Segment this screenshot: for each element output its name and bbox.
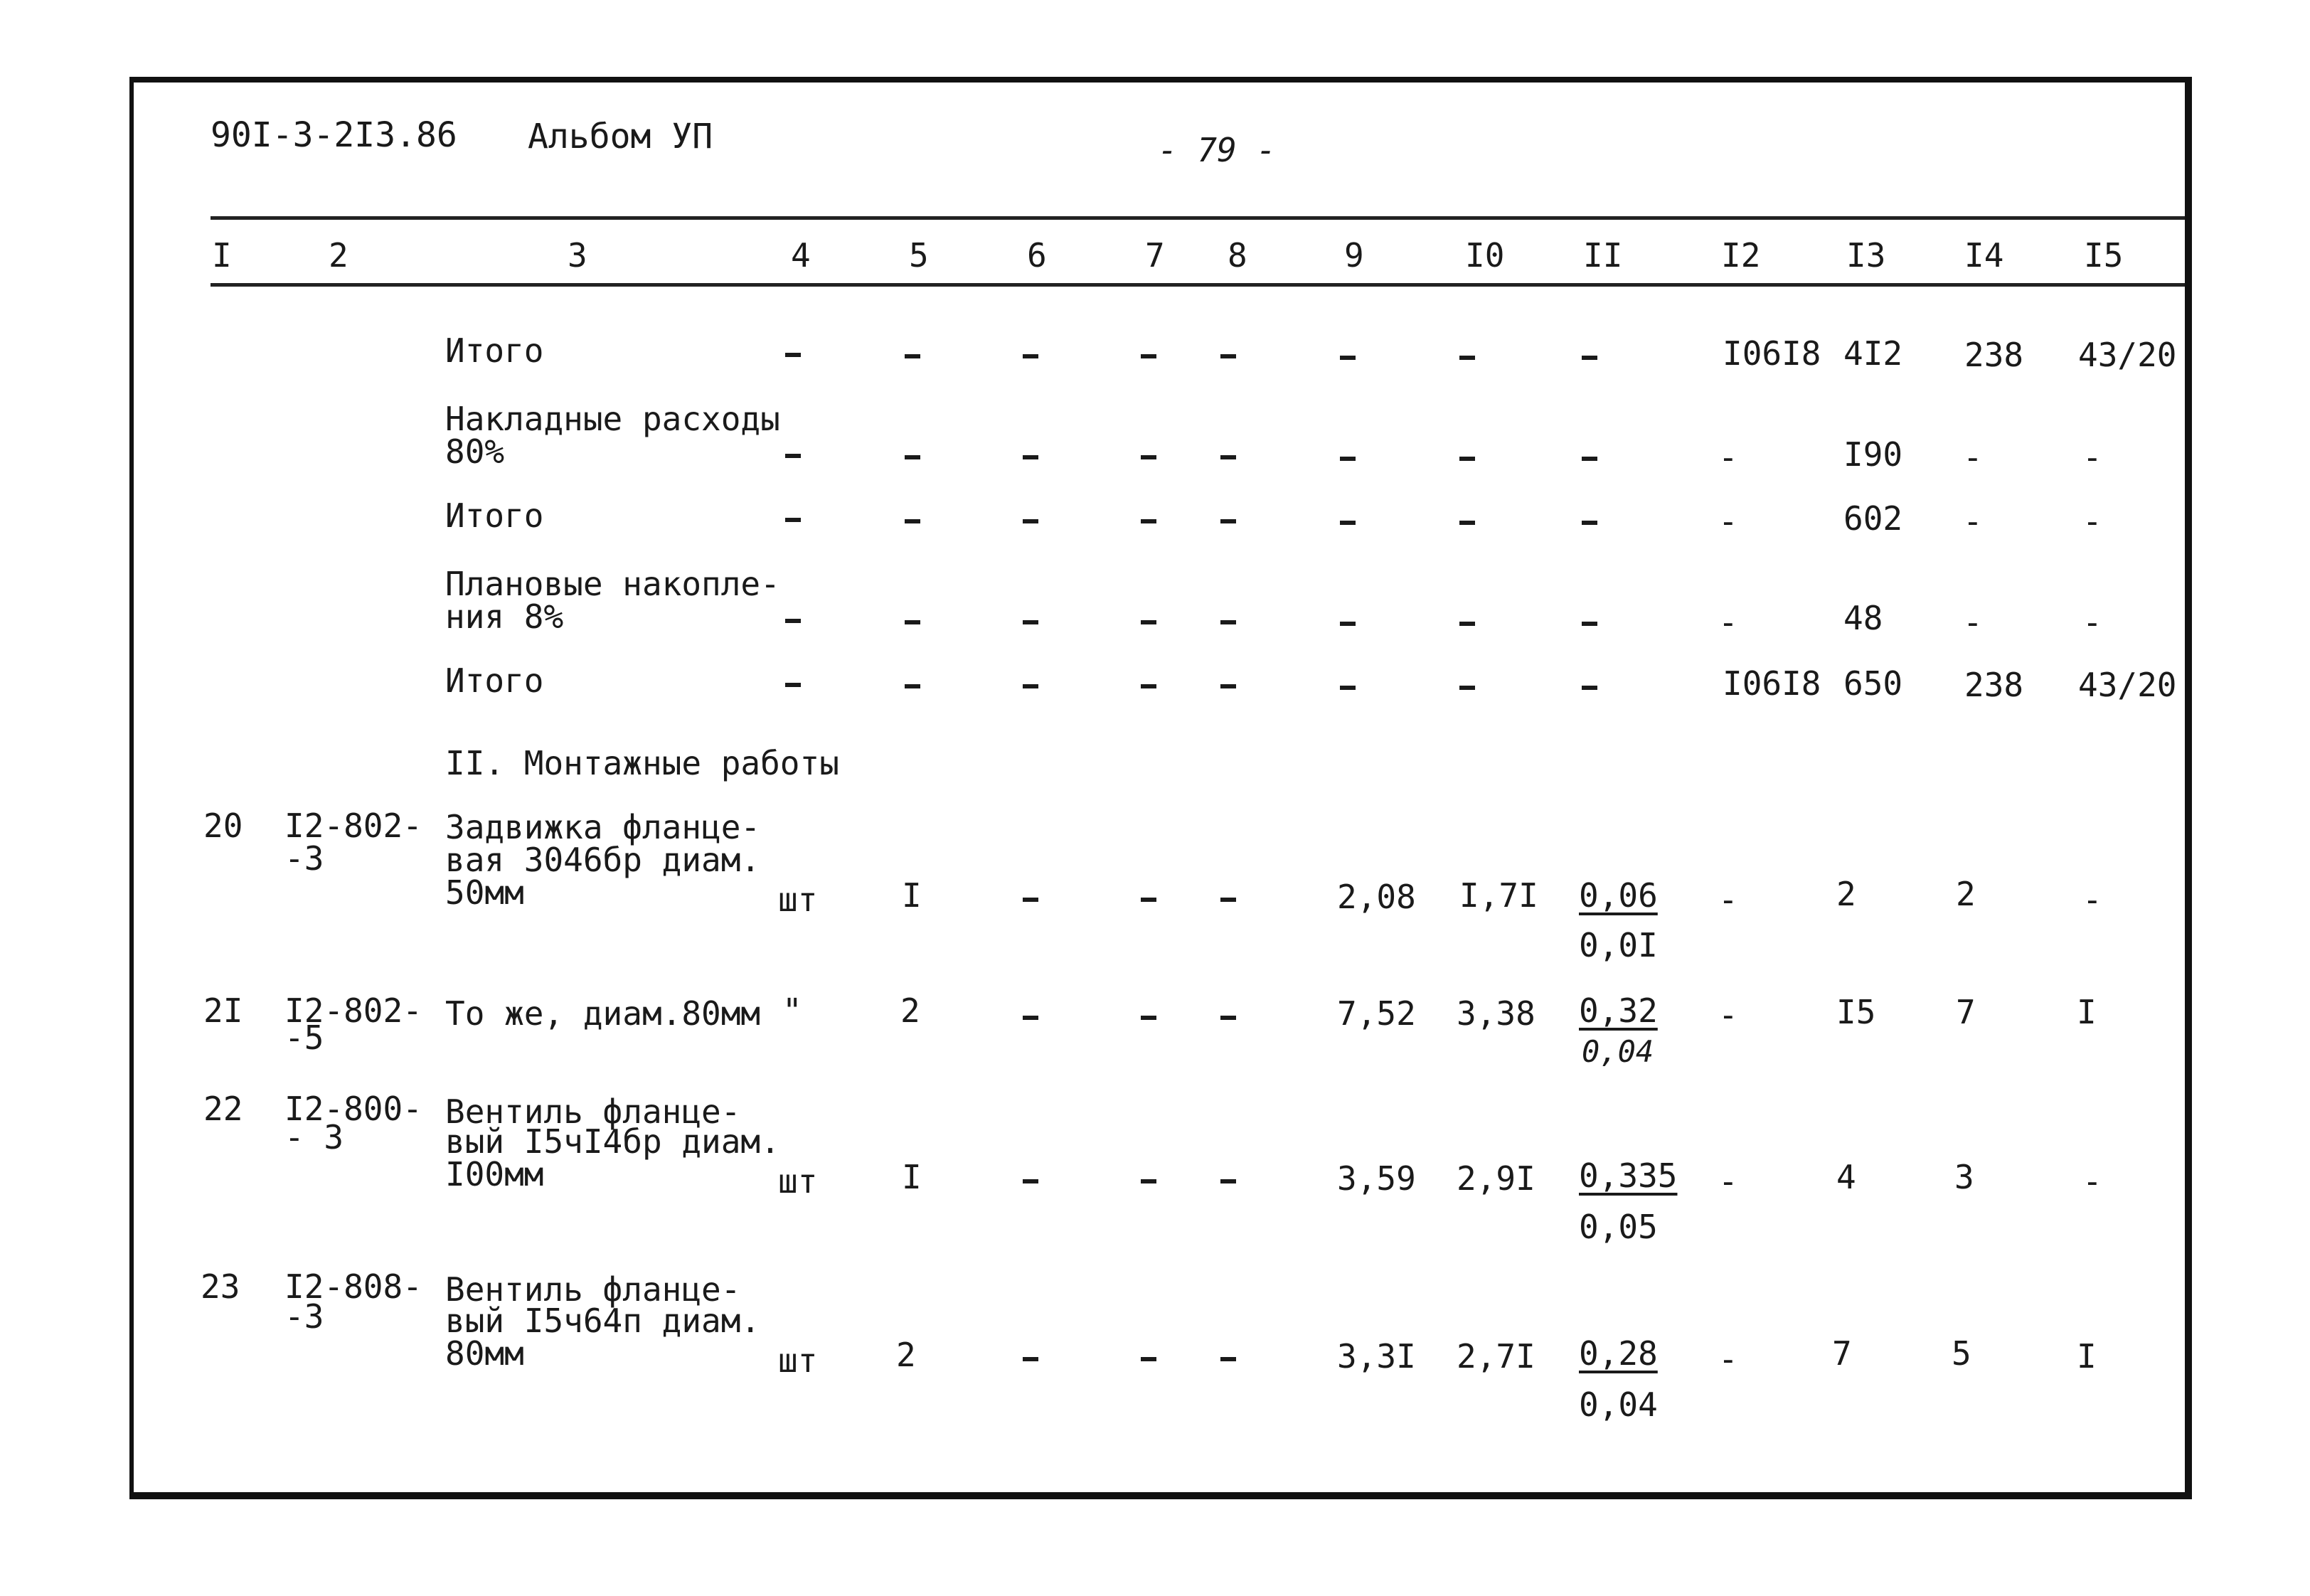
column-header: I5: [2084, 236, 2124, 275]
rate-code: -3: [284, 839, 324, 878]
column-header: 5: [909, 236, 929, 275]
cell-c14: -: [1963, 502, 1983, 541]
dash-cell: [1582, 457, 1597, 461]
rate-code: I2-800-: [284, 1090, 422, 1128]
rate-code: -3: [284, 1297, 324, 1336]
summary-label: Итого: [445, 331, 544, 370]
dash-cell: [1459, 622, 1475, 626]
dash-cell: [1220, 898, 1236, 902]
cell-c13: 4I2: [1843, 334, 1903, 373]
cell-c9: 3,59: [1337, 1159, 1416, 1198]
dash-cell: [1220, 1016, 1236, 1020]
cell-c13: I90: [1843, 435, 1903, 474]
dash-cell: [1340, 622, 1356, 626]
dash-cell: [905, 684, 920, 688]
cell-c11-bottom: 0,04: [1582, 1034, 1654, 1069]
column-header: 4: [791, 236, 811, 275]
cell-c13: 650: [1843, 664, 1903, 703]
dash-cell: [1141, 684, 1156, 688]
column-header: I3: [1846, 236, 1886, 275]
cell-c14: 5: [1952, 1334, 1971, 1373]
unit: шт: [778, 1162, 818, 1201]
row-number: 20: [203, 807, 243, 845]
quantity: 2: [896, 1336, 916, 1374]
cell-c13: 48: [1843, 599, 1883, 637]
dash-cell: [1340, 457, 1356, 461]
cell-c15: -: [2082, 438, 2102, 477]
cell-c12: -: [1718, 1340, 1738, 1378]
cell-c10: 3,38: [1457, 994, 1535, 1033]
cell-c12: -: [1718, 1162, 1738, 1201]
dash-cell: [1141, 1357, 1156, 1361]
cell-c14: 238: [1964, 336, 2024, 374]
column-header: I4: [1964, 236, 2004, 275]
summary-label: 80%: [445, 432, 505, 471]
album-title: Альбом УП: [528, 117, 713, 156]
dash-cell: [1340, 686, 1356, 690]
dash-cell: [1141, 354, 1156, 358]
cell-c14: -: [1963, 438, 1983, 477]
column-header: I0: [1465, 236, 1505, 275]
section-title: II. Монтажные работы: [445, 744, 839, 782]
cell-c11-bottom: 0,0I: [1579, 926, 1658, 964]
column-header: 6: [1027, 236, 1047, 275]
item-name: 80мм: [445, 1334, 524, 1373]
row-number: 23: [201, 1267, 240, 1306]
dash-cell: [1023, 1357, 1038, 1361]
dash-cell: [1582, 521, 1597, 525]
cell-c13: 7: [1832, 1334, 1852, 1373]
rate-code: -5: [284, 1018, 324, 1057]
cell-c9: 7,52: [1337, 994, 1416, 1033]
dash-cell: [1141, 1179, 1156, 1183]
cell-c11-top: 0,28: [1579, 1334, 1658, 1373]
cell-c13: 4: [1836, 1158, 1856, 1196]
summary-label: Накладные расходы: [445, 400, 780, 438]
dash-cell: [1582, 356, 1597, 360]
summary-label: Итого: [445, 661, 544, 700]
cell-c14: 3: [1954, 1158, 1974, 1196]
column-header: I: [212, 236, 232, 275]
header-top-rule: [211, 216, 2185, 220]
cell-c14: 7: [1956, 993, 1976, 1031]
item-name: Вентиль фланце-: [445, 1270, 741, 1309]
cell-c15: -: [2082, 1162, 2102, 1201]
dash-cell: [1459, 686, 1475, 690]
column-header: 8: [1228, 236, 1247, 275]
dash-cell: [1340, 356, 1356, 360]
cell-c15: 43/20: [2078, 336, 2177, 374]
column-header: 2: [329, 236, 348, 275]
cell-c13: 602: [1843, 499, 1903, 538]
dash-cell: [785, 518, 801, 522]
dash-cell: [1141, 1016, 1156, 1020]
dash-cell: [1023, 684, 1038, 688]
dash-cell: [1582, 686, 1597, 690]
cell-c11-top: 0,06: [1579, 876, 1658, 915]
cell-c14: 238: [1964, 666, 2024, 704]
column-header: I2: [1721, 236, 1761, 275]
cell-c12: -: [1718, 881, 1738, 919]
item-name: 50мм: [445, 873, 524, 912]
page-frame: [129, 77, 2192, 1499]
cell-c15: I: [2077, 1337, 2097, 1376]
page-number: - 79 -: [1158, 131, 1277, 169]
item-name: Вентиль фланце-: [445, 1092, 741, 1131]
cell-c12: -: [1718, 603, 1738, 642]
dash-cell: [905, 519, 920, 523]
dash-cell: [785, 454, 801, 458]
dash-cell: [1023, 354, 1038, 358]
dash-cell: [1141, 519, 1156, 523]
cell-c12: I06I8: [1723, 334, 1821, 373]
unit: шт: [778, 1341, 818, 1380]
dash-cell: [1459, 457, 1475, 461]
cell-c10: 2,7I: [1457, 1337, 1535, 1376]
quantity: 2: [900, 991, 920, 1030]
item-name: вый I5чI4бр диам.: [445, 1122, 780, 1161]
document-code: 90I-3-2I3.86: [211, 115, 457, 155]
cell-c14: 2: [1956, 875, 1976, 913]
column-header: 7: [1145, 236, 1165, 275]
dash-cell: [1023, 519, 1038, 523]
cell-c13: I5: [1836, 993, 1876, 1031]
cell-c9: 3,3I: [1337, 1337, 1416, 1376]
dash-cell: [1220, 455, 1236, 459]
dash-cell: [1459, 521, 1475, 525]
dash-cell: [1582, 622, 1597, 626]
cell-c11-bottom: 0,04: [1579, 1385, 1658, 1424]
cell-c9: 2,08: [1337, 878, 1416, 916]
cell-c13: 2: [1836, 875, 1856, 913]
cell-c12: -: [1718, 502, 1738, 541]
dash-cell: [1220, 354, 1236, 358]
dash-cell: [905, 354, 920, 358]
summary-label: Итого: [445, 496, 544, 535]
quantity: I: [902, 1158, 922, 1196]
cell-c15: 43/20: [2078, 666, 2177, 704]
cell-c15: -: [2082, 881, 2102, 919]
dash-cell: [905, 620, 920, 624]
item-name: вая 3046бр диам.: [445, 841, 761, 879]
dash-cell: [905, 455, 920, 459]
cell-c11-top: 0,335: [1579, 1156, 1678, 1195]
cell-c15: -: [2082, 502, 2102, 541]
cell-c12: I06I8: [1723, 664, 1821, 703]
dash-cell: [1023, 620, 1038, 624]
item-name: I00мм: [445, 1155, 544, 1193]
cell-c15: I: [2077, 993, 2097, 1031]
dash-cell: [1459, 356, 1475, 360]
dash-cell: [785, 353, 801, 357]
item-name: Задвижка фланце-: [445, 808, 761, 846]
unit: шт: [778, 881, 818, 919]
rate-code: - 3: [284, 1118, 344, 1156]
column-header: 3: [568, 236, 587, 275]
summary-label: ния 8%: [445, 597, 564, 636]
dash-cell: [1141, 455, 1156, 459]
column-header: 9: [1344, 236, 1364, 275]
cell-c11-top: 0,32: [1579, 991, 1658, 1030]
dash-cell: [1023, 455, 1038, 459]
cell-c14: -: [1963, 603, 1983, 642]
dash-cell: [1141, 898, 1156, 902]
cell-c12: -: [1718, 438, 1738, 477]
rate-code: I2-802-: [284, 807, 422, 845]
summary-label: Плановые накопле-: [445, 565, 780, 603]
row-number: 22: [203, 1090, 243, 1128]
quantity: I: [902, 876, 922, 915]
dash-cell: [785, 683, 801, 687]
cell-c12: -: [1718, 996, 1738, 1034]
unit: ": [782, 991, 802, 1030]
row-number: 2I: [203, 991, 243, 1030]
cell-c11-bottom: 0,05: [1579, 1208, 1658, 1246]
dash-cell: [785, 619, 801, 623]
dash-cell: [1220, 684, 1236, 688]
dash-cell: [1023, 898, 1038, 902]
dash-cell: [1141, 620, 1156, 624]
dash-cell: [1220, 1179, 1236, 1183]
dash-cell: [1023, 1016, 1038, 1020]
dash-cell: [1340, 521, 1356, 525]
dash-cell: [1220, 1357, 1236, 1361]
dash-cell: [1220, 620, 1236, 624]
dash-cell: [1220, 519, 1236, 523]
dash-cell: [1023, 1179, 1038, 1183]
item-name: вый I5ч64п диам.: [445, 1302, 761, 1340]
cell-c15: -: [2082, 603, 2102, 642]
rate-code: I2-808-: [284, 1267, 422, 1306]
cell-c10: 2,9I: [1457, 1159, 1535, 1198]
cell-c10: I,7I: [1459, 876, 1538, 915]
rate-code: I2-802-: [284, 991, 422, 1030]
column-header: II: [1583, 236, 1623, 275]
header-bottom-rule: [211, 283, 2185, 287]
item-name: То же, диам.80мм: [445, 994, 761, 1033]
